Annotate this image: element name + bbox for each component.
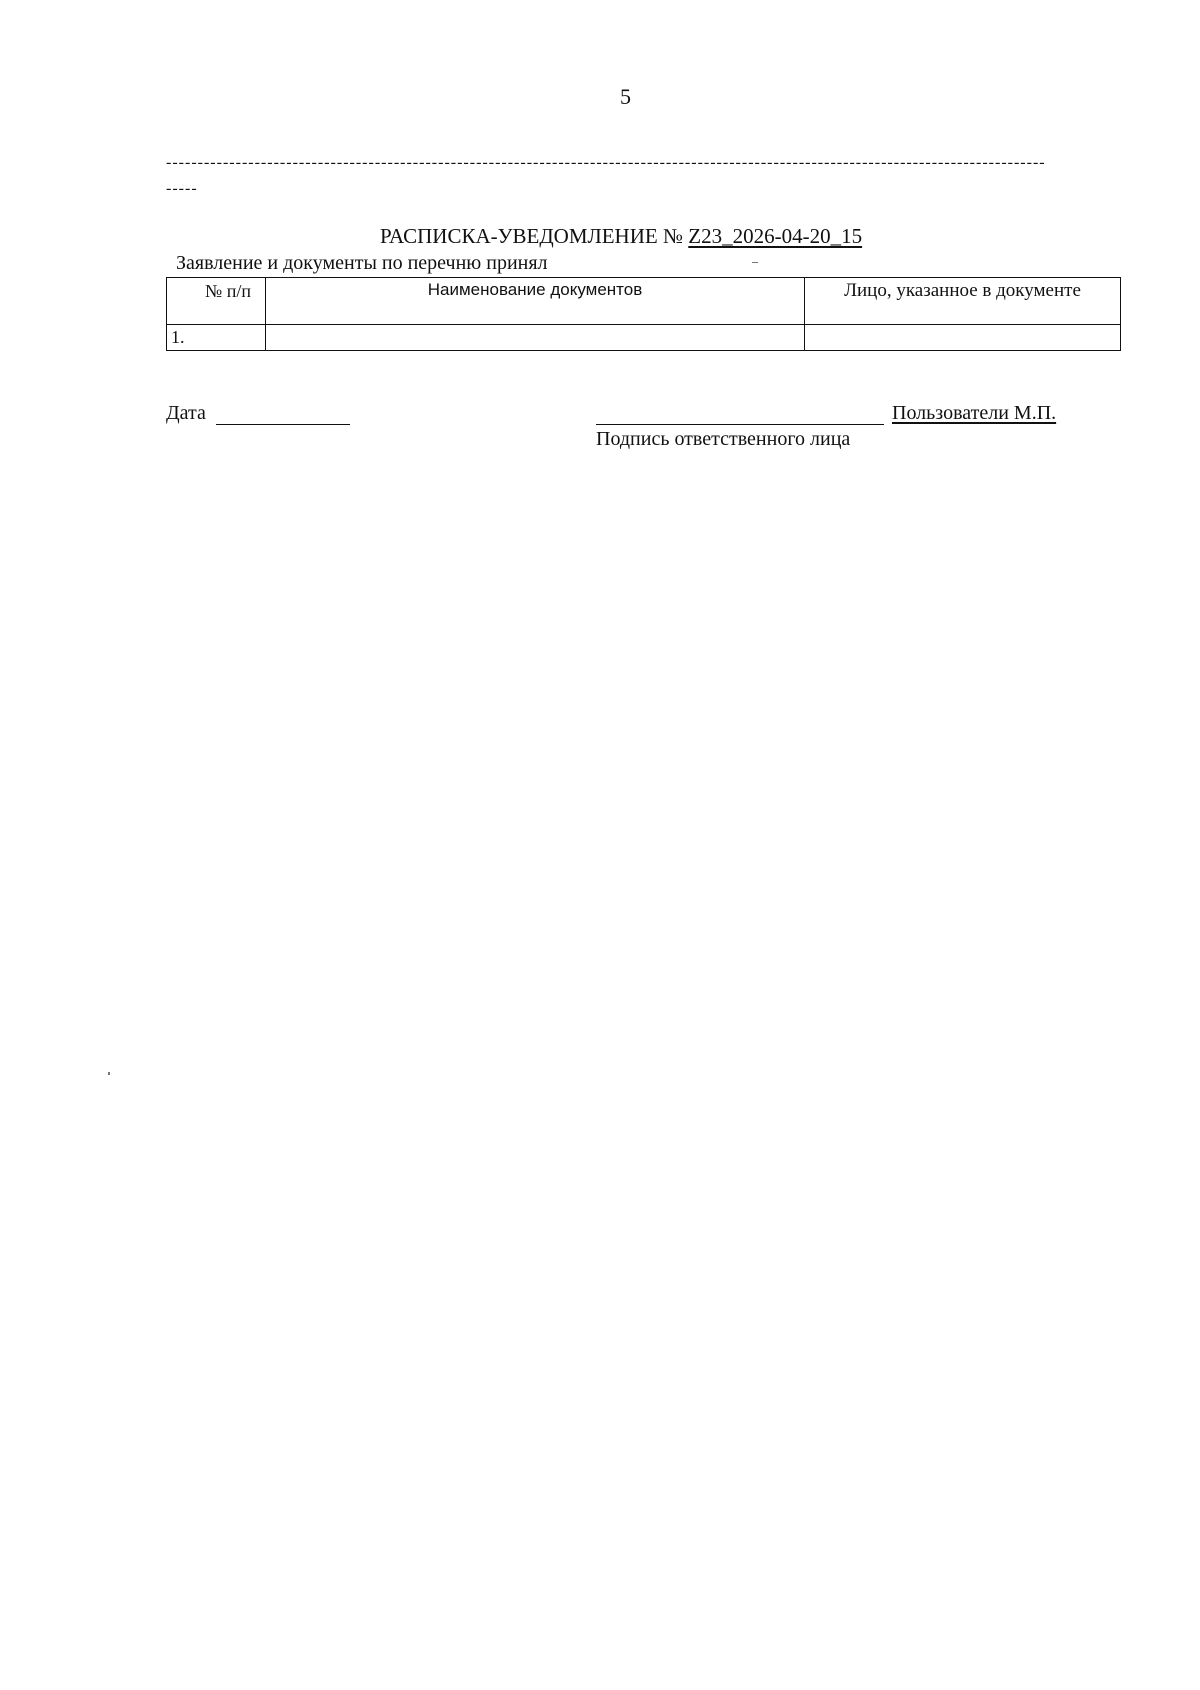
cut-line: ------------------------------------------------------------------------------------------------------------------------------------------- [166,154,1046,171]
scan-speck [752,262,758,263]
accepted-text: Заявление и документы по перечню принял [176,252,548,274]
cell-number: 1. [167,325,266,351]
date-label: Дата [166,402,206,424]
table-header-row [167,278,1121,325]
scan-speck [108,1072,110,1075]
table-row [167,325,1121,351]
signature-blank-line [596,424,884,425]
cell-person [805,325,1121,351]
document-title [380,224,862,249]
header-person: Лицо, указанное в документе [805,278,1121,325]
page-number: 5 [620,84,631,109]
header-document-name: Наименование документов [266,278,805,325]
cell-document-name [266,325,805,351]
cut-line-continuation: ----- [166,180,198,197]
header-number: № п/п [167,278,266,325]
documents-table [166,277,1121,351]
users-stamp-label: Пользователи М.П. [892,402,1057,424]
date-blank-line [216,424,350,425]
receipt-number: Z23_2026-04-20_15 [688,224,863,248]
title-prefix: РАСПИСКА-УВЕДОМЛЕНИЕ № [380,224,684,248]
signature-caption: Подпись ответственного лица [596,428,851,450]
